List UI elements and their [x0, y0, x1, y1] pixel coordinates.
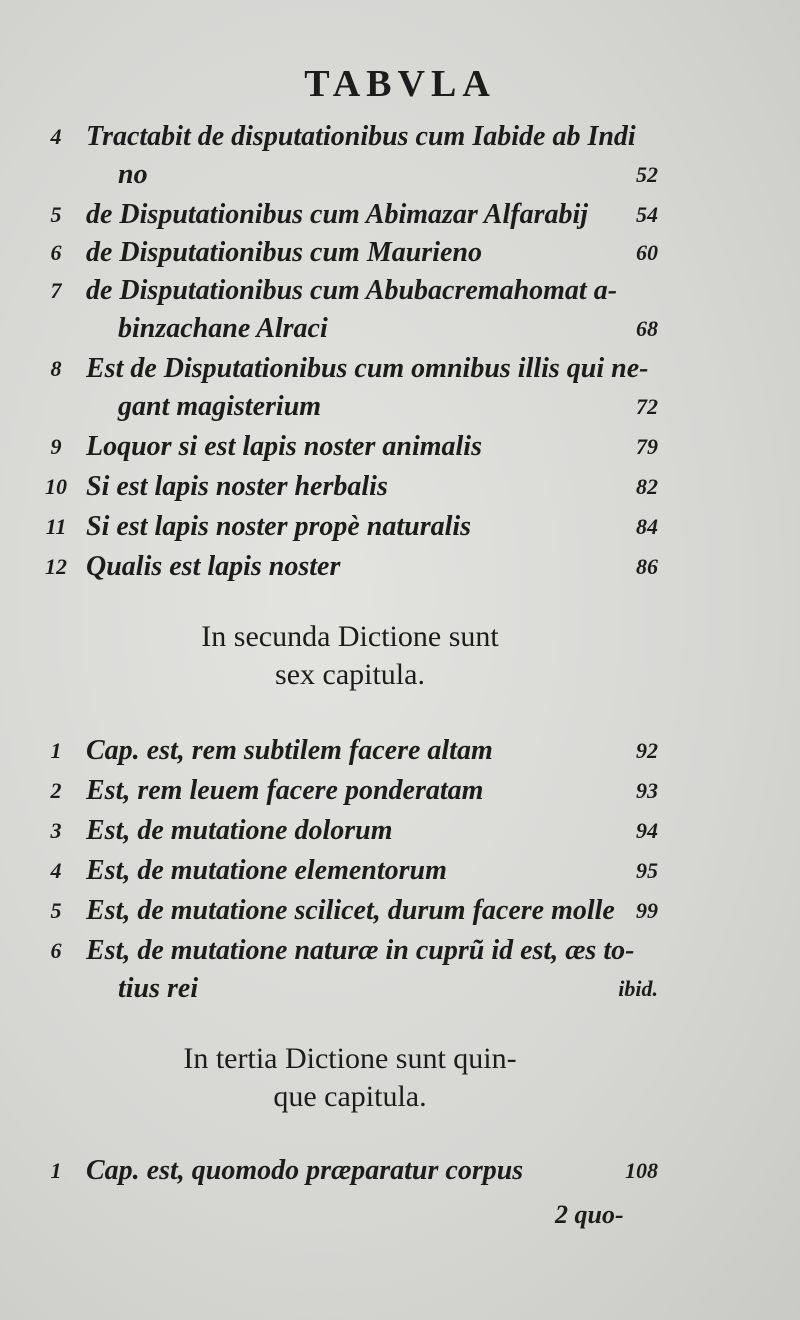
entry-title-continued: no — [118, 159, 148, 190]
entry-title-continued: tius rei — [118, 973, 199, 1004]
entry-number: 8 — [50, 356, 62, 381]
entry-title: Loquor si est lapis noster animalis — [86, 431, 482, 462]
entry-number: 4 — [50, 858, 62, 883]
section-heading-line: In secunda Dictione sunt — [201, 620, 499, 653]
entry-page: 82 — [636, 474, 658, 499]
entry-number: 5 — [50, 202, 62, 227]
section-heading-line: In tertia Dictione sunt quin- — [183, 1042, 517, 1075]
entry-number: 5 — [50, 898, 62, 923]
toc-entry — [38, 428, 668, 466]
entry-title: de Disputationibus cum Maurieno — [86, 237, 482, 268]
toc-entry — [38, 468, 668, 506]
toc-entry — [38, 772, 668, 810]
toc-entry — [38, 272, 668, 310]
entry-page: ibid. — [618, 976, 658, 1001]
toc-entry — [38, 350, 668, 388]
entry-page: 108 — [625, 1158, 658, 1183]
entry-number: 9 — [50, 434, 62, 459]
entry-title-continued: gant magisterium — [118, 391, 322, 422]
entry-title: Si est lapis noster propè naturalis — [86, 511, 472, 542]
entry-number: 6 — [50, 240, 62, 265]
page-heading: TABVLA — [304, 63, 496, 105]
entry-title: Est, rem leuem facere ponderatam — [86, 775, 484, 806]
toc-entry — [38, 932, 668, 970]
section-heading — [120, 618, 580, 694]
entry-page: 60 — [636, 240, 658, 265]
section-heading-line: sex capitula. — [275, 658, 425, 691]
entry-page: 95 — [636, 858, 658, 883]
toc-entry — [38, 852, 668, 890]
entry-title-continued: binzachane Alraci — [118, 313, 328, 344]
entry-title: Tractabit de disputationibus cum Iabide ab Indi — [86, 121, 636, 152]
entry-page: 54 — [636, 202, 658, 227]
toc-entry-continuation — [38, 970, 668, 1008]
toc-entry — [38, 196, 668, 234]
toc-entry-continuation — [38, 310, 668, 348]
entry-number: 3 — [50, 818, 62, 843]
entry-title: Est, de mutatione dolorum — [86, 815, 393, 846]
entry-page: 99 — [636, 898, 658, 923]
toc-entry — [38, 732, 668, 770]
entry-number: 2 — [50, 778, 62, 803]
toc-entry — [38, 1152, 668, 1190]
entry-page: 68 — [636, 316, 658, 341]
entry-page: 92 — [636, 738, 658, 763]
entry-title: Cap. est, quomodo præparatur corpus — [86, 1155, 524, 1186]
entry-title: Si est lapis noster herbalis — [86, 471, 388, 502]
entry-page: 86 — [636, 554, 658, 579]
section-heading-line: que capitula. — [273, 1080, 427, 1113]
toc-entry — [38, 508, 668, 546]
entry-title: Est, de mutatione scilicet, durum facere molle — [86, 895, 615, 926]
entry-page: 94 — [636, 818, 658, 843]
entry-title: Est de Disputationibus cum omnibus illis qui ne- — [86, 353, 649, 384]
entry-number: 10 — [45, 474, 67, 499]
catchword: 2 quo- — [555, 1200, 624, 1229]
entry-page: 72 — [636, 394, 658, 419]
entry-title: Est, de mutatione elementorum — [86, 855, 447, 886]
toc-entry — [38, 548, 668, 586]
entry-page: 93 — [636, 778, 658, 803]
entry-page: 79 — [636, 434, 658, 459]
entry-number: 1 — [50, 738, 62, 763]
toc-entry — [38, 234, 668, 272]
section-heading — [120, 1040, 580, 1116]
entry-number: 11 — [45, 514, 67, 539]
toc-entry — [38, 118, 668, 156]
entry-number: 12 — [45, 554, 67, 579]
toc-entry — [38, 892, 668, 930]
toc-entry-continuation — [38, 156, 668, 194]
entry-number: 7 — [50, 278, 62, 303]
toc-entry-continuation — [38, 388, 668, 426]
entry-number: 4 — [50, 124, 62, 149]
entry-title: de Disputationibus cum Abimazar Alfarabij — [86, 199, 589, 230]
entry-page: 52 — [636, 162, 658, 187]
entry-page: 84 — [636, 514, 658, 539]
toc-entry — [38, 812, 668, 850]
entry-number: 1 — [50, 1158, 62, 1183]
entry-title: Qualis est lapis noster — [86, 551, 341, 582]
entry-number: 6 — [50, 938, 62, 963]
entry-title: Cap. est, rem subtilem facere altam — [86, 735, 493, 766]
entry-title: Est, de mutatione naturæ in cuprũ id est, æs to- — [86, 935, 635, 966]
entry-title: de Disputationibus cum Abubacremahomat a- — [86, 275, 618, 306]
